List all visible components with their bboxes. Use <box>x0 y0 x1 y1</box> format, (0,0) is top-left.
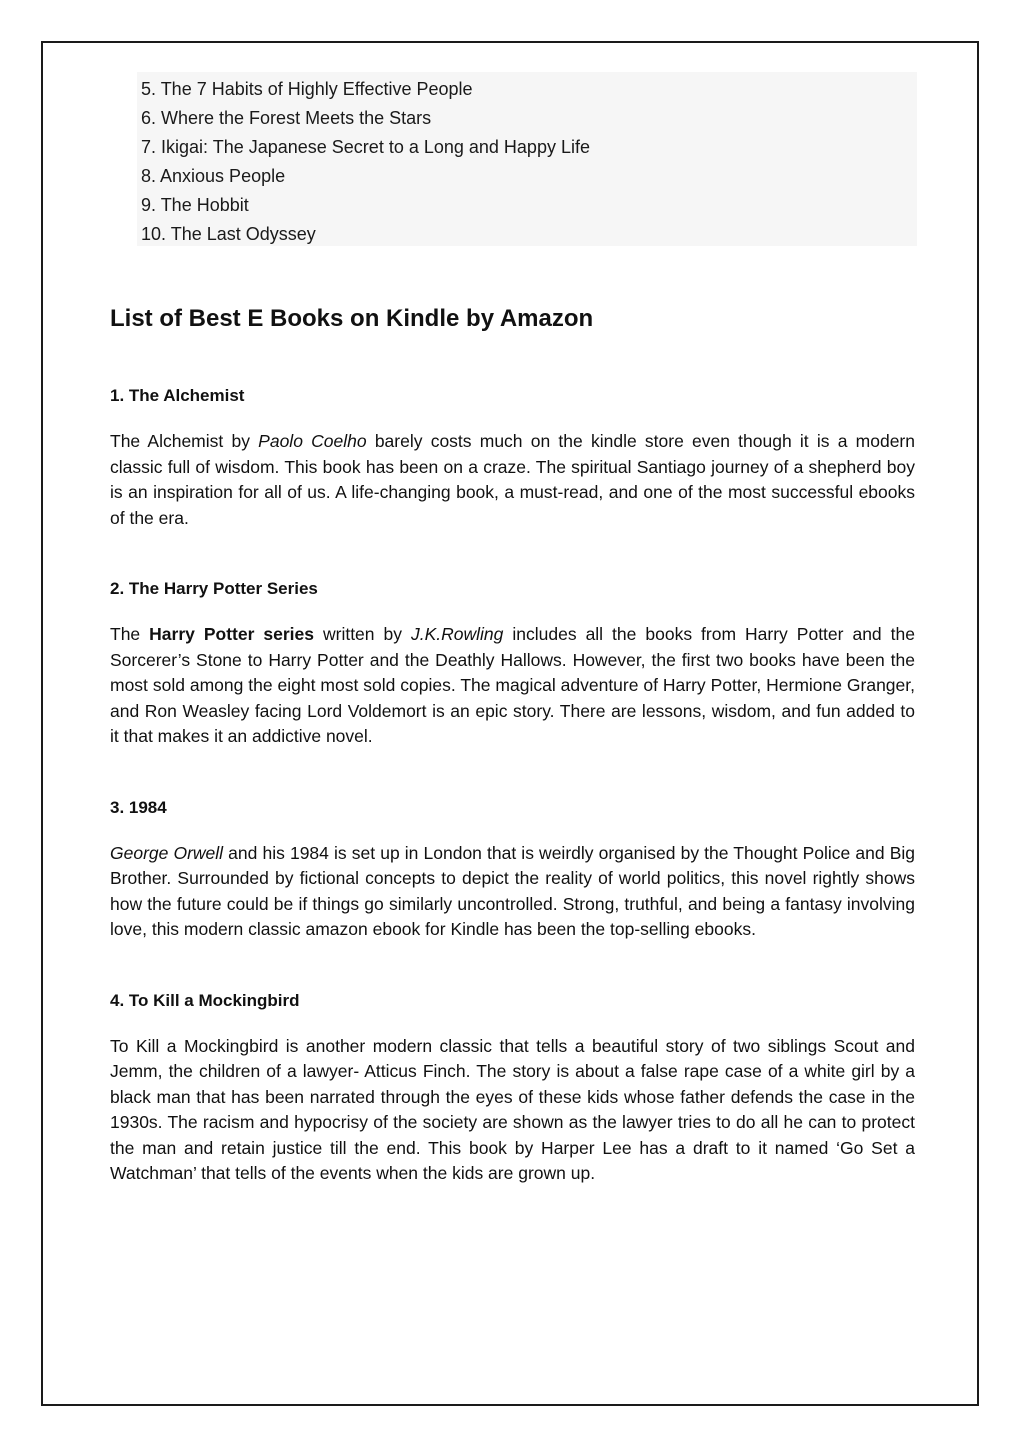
author-name: Paolo Coelho <box>258 431 367 451</box>
section-paragraph-1984 <box>110 841 915 943</box>
text-run: The Alchemist by <box>110 431 259 451</box>
page-heading: List of Best E Books on Kindle by Amazon <box>110 305 594 332</box>
section-paragraph-mockingbird <box>110 1034 915 1187</box>
book-list-item: 9. The Hobbit <box>141 195 249 215</box>
section-title-mockingbird: 4. To Kill a Mockingbird <box>110 990 300 1010</box>
text-run: To Kill a Mockingbird is another modern classic that tells a beautiful story of two siblings Scout and Jemm, the children of a lawyer- Atticus Finch. The story is about a false rape case of a white girl by a black man that has been narrated through the eyes of these kids whose father defends the case in the 1930s. The racism and hypocrisy of the society are shown as the lawyer tries to do all he can to protect the man and retain justice till the end. This book by Harper Lee has a draft to it named ‘Go Set a Watchman’ that tells of the events when the kids are grown up. <box>110 1035 915 1183</box>
text-run: written by <box>314 624 411 644</box>
book-list-item: 8. Anxious People <box>141 166 286 186</box>
section-paragraph-harry-potter <box>110 622 915 750</box>
section-title-alchemist: 1. The Alchemist <box>110 386 245 405</box>
text-run: The <box>110 624 150 644</box>
section-title-harry-potter: 2. The Harry Potter Series <box>110 579 318 598</box>
book-list-item: 10. The Last Odyssey <box>141 224 316 244</box>
author-name: George Orwell <box>110 842 224 863</box>
section-title-1984: 3. 1984 <box>110 797 167 817</box>
book-list-item: 7. Ikigai: The Japanese Secret to a Long and Happy Life <box>141 137 590 157</box>
text-run: includes all the books from Harry Potter and the Sorcerer’s Stone to Harry Potter and the Deathly Hallows. However, the first two books have been the most sold among the eight most sold copies. The magical adventure of Harry Potter, Hermione Granger, and Ron Weasley facing Lord Voldemort is an epic story. There are lessons, wisdom, and fun added to it that makes it an addictive novel. <box>110 624 915 746</box>
text-run: and his 1984 is set up in London that is weirdly organised by the Thought Police and Big Brother. Surrounded by fictional concepts to depict the reality of world politics, this novel rightly shows how the future could be if things go similarly uncontrolled. Strong, truthful, and being a fantasy involving love, this modern classic amazon ebook for Kindle has been the top-selling ebooks. <box>110 842 915 939</box>
article-body <box>110 300 915 1187</box>
book-list-item: 6. Where the Forest Meets the Stars <box>141 108 432 128</box>
author-name: J.K.Rowling <box>410 624 504 644</box>
book-list-item: 5. The 7 Habits of Highly Effective People <box>141 79 473 99</box>
text-run: barely costs much on the kindle store even though it is a modern classic full of wisdom. This book has been on a craze. The spiritual Santiago journey of a shepherd boy is an inspiration for all of us. A life-changing book, a must-read, and one of the most successful ebooks of the era. <box>110 431 915 528</box>
book-list-box <box>137 72 917 246</box>
series-name: Harry Potter series <box>149 624 314 644</box>
section-paragraph-alchemist <box>110 429 915 531</box>
